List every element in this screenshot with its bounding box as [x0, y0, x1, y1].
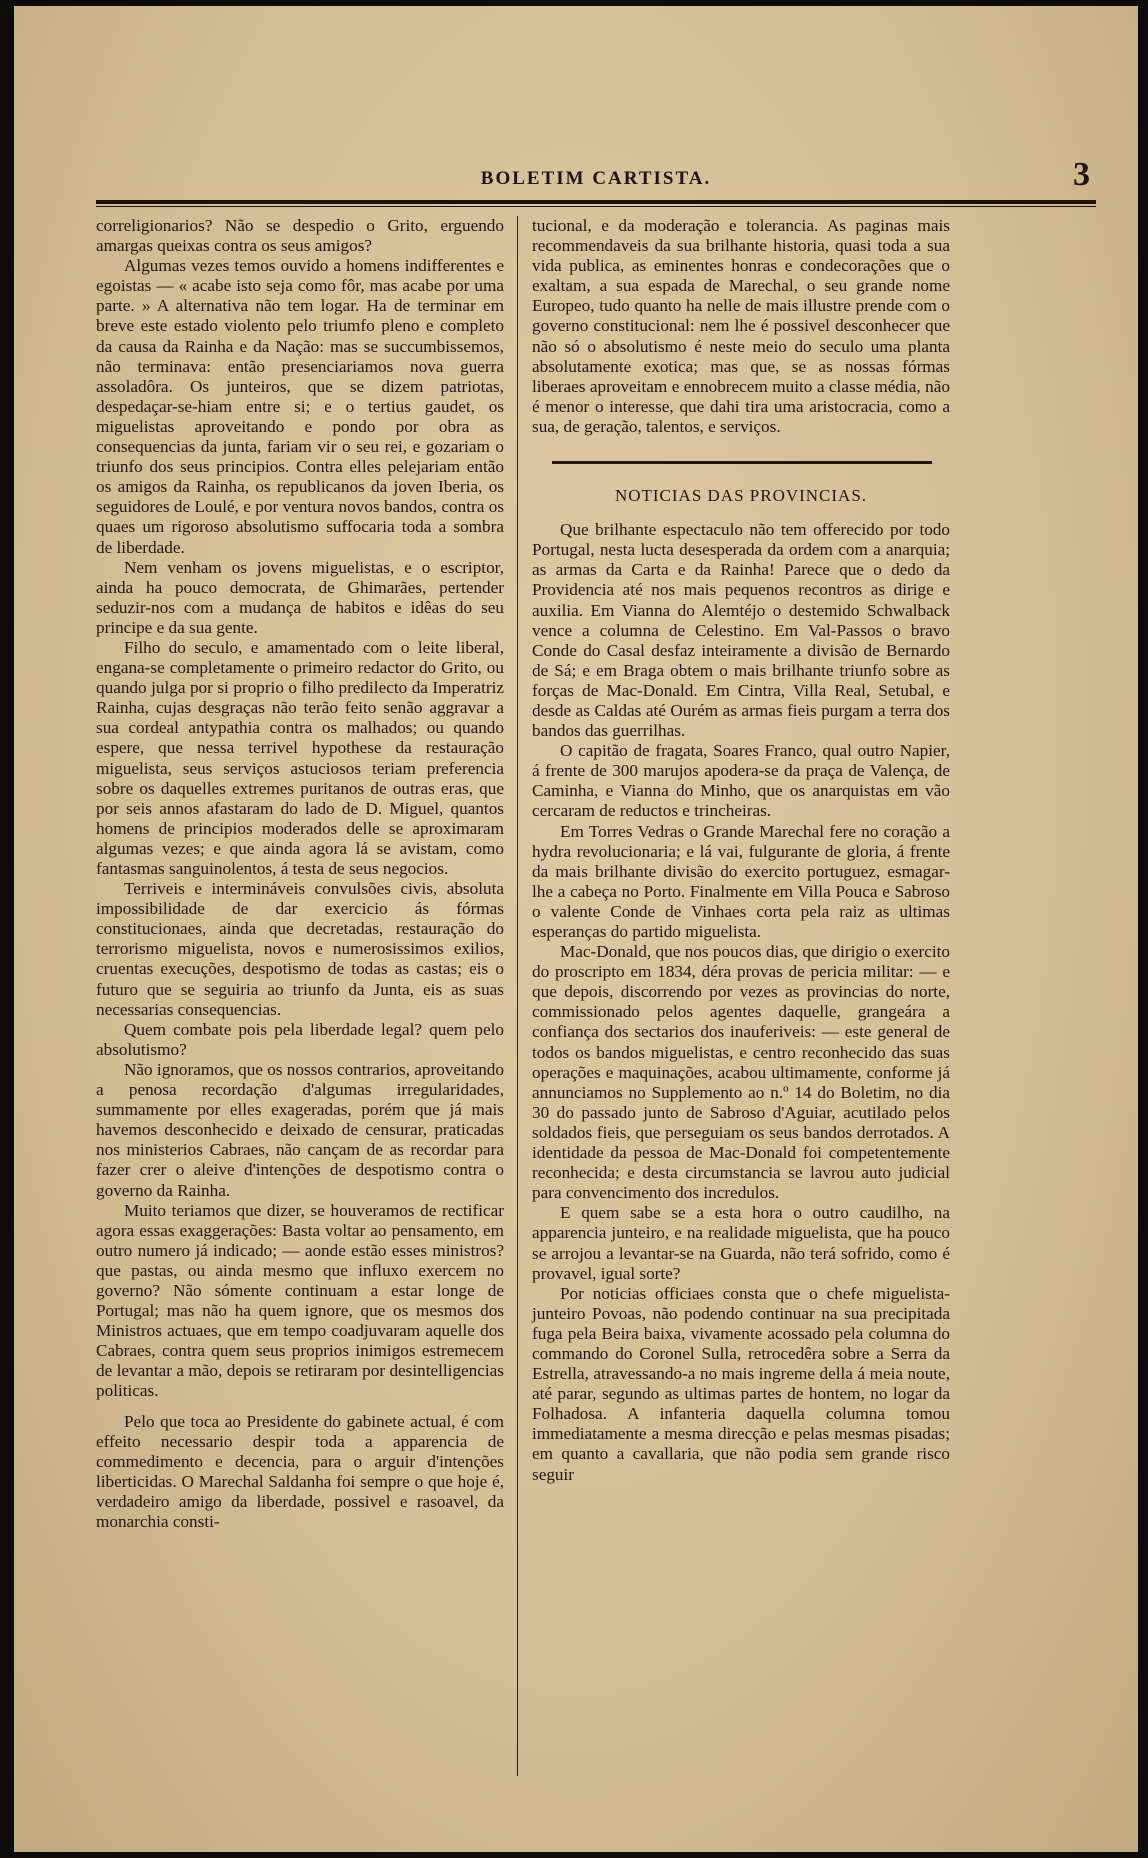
- header-rule-thick: [96, 200, 1096, 204]
- masthead-title: BOLETIM CARTISTA.: [480, 168, 712, 189]
- page-number: 3: [1073, 156, 1090, 193]
- paragraph: Muito teriamos que dizer, se houveramos de rectificar agora essas exaggerações: Basta voltar ao pensamento, em outro numero já indicado; — aonde estão esses ministros? que pastas, ou ainda mesmo que influxo exercem no governo? Não sómente continuam a estar longe de Portugal; mas não ha quem ignore, que os mesmos dos Ministros actuaes, que em tempo coadjuvaram aquelle dos Cabraes, contra quem seus proprios inimigos estremecem de levantar a mão, depois se retiraram por desintelligencias politicas.: [96, 1200, 504, 1401]
- paragraph: tucional, e da moderação e tolerancia. As paginas mais recommendaveis da sua brilhante historia, quasi toda a sua vida publica, as eminentes honras e condecorações que o exaltam, a sua espada de Marechal, o seu grande nome Europeo, tudo quanto ha nelle de mais illustre prende com o governo constitucional: nem lhe é possivel desconhecer que não só o absolutismo é neste meio do seculo uma planta absolutamente exotica; mas que, se as nossas fórmas liberaes aproveitam e ennobrecem muito a classe média, não é menor o interesse, que dahi tira uma aristocracia, como a sua, de geração, talentos, e serviços.: [532, 216, 950, 436]
- left-column: [96, 216, 504, 1532]
- paragraph: O capitão de fragata, Soares Franco, qual outro Napier, á frente de 300 marujos apodera-se da praça de Valença, de Caminha, e Vianna do Minho, que os anarquistas em vão cercaram de reductos e trincheiras.: [532, 741, 950, 821]
- paragraph: Que brilhante espectaculo não tem offerecido por todo Portugal, nesta lucta desesperada da ordem com a anarquia; as armas da Carta e da Rainha! Parece que o dedo da Providencia até nos mais pequenos recontros as dirige e auxilia. Em Vianna do Alemtéjo o destemido Schwalback vence a columna de Celestino. Em Val-Passos o bravo Conde do Casal desfaz inteiramente a divisão de Bernardo de Sá; e em Braga obtem o mais brilhante triunfo sobre as forças de Mac-Donald. Em Cintra, Villa Real, Setubal, e desde as Caldas até Ourém as armas fieis purgam a terra dos bandos das guerrilhas.: [532, 520, 950, 741]
- paragraph: Em Torres Vedras o Grande Marechal fere no coração a hydra revolucionaria; e lá vai, fulgurante de gloria, á frente da mais brilhante divisão do exercito portuguez, esmagar-lhe a cabeça no Porto. Finalmente em Villa Pouca e Sabroso o valente Conde de Vinhaes corta pela raiz as ultimas esperanças do partido miguelista.: [532, 821, 950, 941]
- header-rule-thin: [96, 206, 1096, 207]
- newspaper-page: [14, 6, 1138, 1852]
- section-separator: [552, 461, 932, 464]
- paragraph: Por noticias officiaes consta que o chefe miguelista-junteiro Povoas, não podendo continuar na sua precipitada fuga pela Beira baixa, vivamente acossado pela columna do commando do Coronel Sulla, retrocedêra sobre a Serra da Estrella, atravessando-a no mais ingreme della á meia noute, até parar, segundo as ultimas partes de hontem, no logar da Folhadosa. A infanteria daquella columna tomou immediatamente a mesma direcção e pelas mesmas pisadas; em quanto a cavallaria, que não podia sem grande risco seguir: [532, 1283, 950, 1484]
- paragraph: correligionarios? Não se despedio o Grito, erguendo amargas queixas contra os seus amigos?: [96, 216, 504, 256]
- right-column: [532, 216, 950, 1485]
- paragraph: Terriveis e intermináveis convulsões civis, absoluta impossibilidade de dar exercicio ás fórmas constitucionaes, ainda que decretadas, restauração do terrorismo miguelista, novos e numerosissimos exilios, cruentas execuções, despotismo de todas as castas; eis o futuro que se seguiria ao triunfo da Junta, eis as suas necessarias consequencias.: [96, 879, 504, 1019]
- paragraph: Pelo que toca ao Presidente do gabinete actual, é com effeito necessario despir toda a apparencia de commedimento e decencia, para o arguir d'intenções liberticidas. O Marechal Saldanha foi sempre o que hoje é, verdadeiro amigo da liberdade, possivel e rasoavel, da monarchia consti-: [96, 1411, 504, 1531]
- paragraph: Quem combate pois pela liberdade legal? quem pelo absolutismo?: [96, 1019, 504, 1059]
- page-header: [96, 156, 1096, 204]
- section-title: NOTICIAS DAS PROVINCIAS.: [614, 486, 868, 506]
- paragraph: E quem sabe se a esta hora o outro caudilho, na apparencia junteiro, e na realidade miguelista, que ha pouco se arrojou a levantar-se na Guarda, não terá sofrido, como é provavel, igual sorte?: [532, 1203, 950, 1283]
- column-divider: [517, 216, 518, 1776]
- paragraph: Filho do seculo, e amamentado com o leite liberal, engana-se completamente o primeiro redactor do Grito, ou quando julga por si proprio o filho predilecto da Imperatriz Rainha, cujas desgraças não terão feito senão aggravar a sua cordeal antypathia contra os malhados; ou quando espere, que nessa terrivel hypothese da restauração miguelista, seus serviços astuciosos teriam preferencia sobre os daquelles extremes puritanos de outras eras, que por seis annos afastaram do lado de D. Miguel, quantos homens de principios moderados delle se aproximaram algumas vezes; e que ainda agora lá se avistam, como fantasmas sanguinolentos, á testa de seus negocios.: [96, 637, 504, 878]
- paragraph: Nem venham os jovens miguelistas, e o escriptor, ainda ha pouco democrata, de Ghimarães, pertender seduzir-nos com a mudança de habitos e idêas do seu principe e da sua gente.: [96, 557, 504, 637]
- paragraph: Não ignoramos, que os nossos contrarios, aproveitando a penosa recordação d'algumas irregularidades, summamente por elles exageradas, porém que já mais havemos desconhecido e deixado de censurar, praticadas nos ministerios Cabraes, não cançam de as recordar para fazer crer o aleive d'intenções de despotismo contra o governo da Rainha.: [96, 1059, 504, 1200]
- paragraph: Mac-Donald, que nos poucos dias, que dirigio o exercito do proscripto em 1834, déra provas de pericia militar: — e que depois, discorrendo por vezes as provincias do norte, commissionado pelos agentes daquelle, grangeára a confiança dos sectarios dos inauferiveis: — este general de todos os bandos miguelistas, e centro reconhecido das suas operações e maquinações, acabou ultimamente, conforme já annunciamos no Supplemento ao n.º 14 do Boletim, no dia 30 do passado junto de Sabroso d'Aguiar, acutilado pelos soldados fieis, que perseguiam os seus bandos derrotados. A identidade da pessoa de Mac-Donald foi competentemente reconhecida; e desta circumstancia se lavrou auto judicial para convencimento dos incredulos.: [532, 942, 950, 1203]
- paragraph: Algumas vezes temos ouvido a homens indifferentes e egoistas — « acabe isto seja como fôr, mas acabe por uma parte. » A alternativa não tem logar. Ha de terminar em breve este estado violento pelo triumfo pleno e completo da causa da Rainha e da Nação: mas se succumbissemos, não terminava: então presenciariamos nova guerra assoladôra. Os junteiros, que se dizem patriotas, despedaçar-se-hiam entre si; e o tertius gaudet, os miguelistas aproveitando e pondo por obra as consequencias da junta, fariam vir o seu rei, e gozariam o triunfo dos seus principios. Contra elles pelejariam então os amigos da Rainha, os republicanos da joven Iberia, os seguidores de Loulé, e por ventura novos bandos, contra os quaes um rigoroso absolutismo suffocaria toda a sombra de liberdade.: [96, 256, 504, 557]
